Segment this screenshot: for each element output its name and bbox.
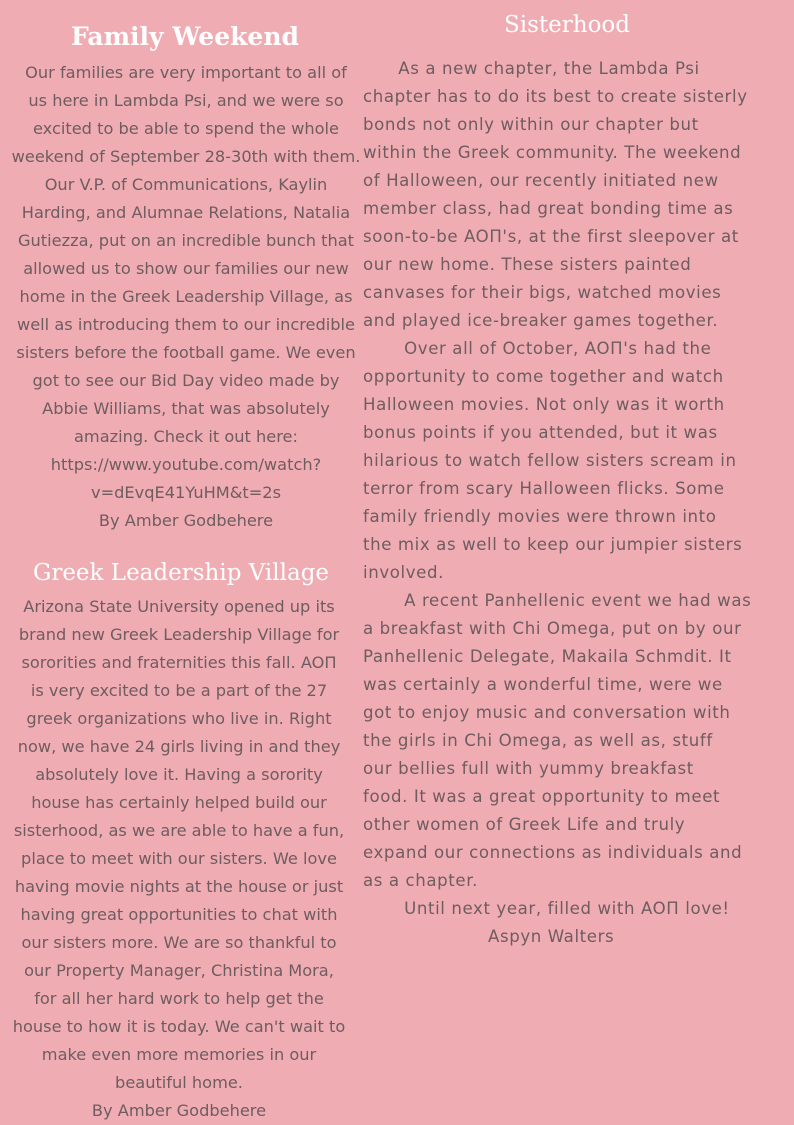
article-line: involved. bbox=[363, 563, 444, 582]
article-line: our new home. These sisters painted bbox=[363, 255, 692, 274]
article-line: home in the Greek Leadership Village, as bbox=[19, 287, 353, 306]
article-line: other women of Greek Life and truly bbox=[363, 815, 686, 834]
article-line: excited to be able to spend the whole bbox=[33, 119, 339, 138]
sisterhood-article bbox=[363, 55, 793, 951]
article-line: weekend of September 28-30th with them. bbox=[11, 147, 361, 166]
article-line: well as introducing them to our incredible bbox=[16, 315, 356, 334]
sisterhood-heading: Sisterhood bbox=[504, 12, 630, 38]
article-byline: By Amber Godbehere bbox=[98, 511, 274, 530]
article-line: our bellies full with yummy breakfast bbox=[363, 759, 694, 778]
article-line: as a chapter. bbox=[363, 871, 478, 890]
article-line: within the Greek community. The weekend bbox=[363, 143, 742, 162]
article-line: our sisters more. We are so thankful to bbox=[21, 933, 337, 952]
video-link-line[interactable]: https://www.youtube.com/watch? bbox=[50, 455, 322, 474]
article-line: for all her hard work to help get the bbox=[34, 989, 324, 1008]
article-line: Gutiezza, put on an incredible bunch that bbox=[17, 231, 354, 250]
article-line: the girls in Chi Omega, as well as, stuff bbox=[363, 731, 713, 750]
article-line: brand new Greek Leadership Village for bbox=[18, 625, 340, 644]
article-line: canvases for their bigs, watched movies bbox=[363, 283, 722, 302]
article-line: opportunity to come together and watch bbox=[363, 367, 724, 386]
article-line: our Property Manager, Christina Mora, bbox=[24, 961, 334, 980]
article-line: sisterhood, as we are able to have a fun, bbox=[13, 821, 345, 840]
article-line: now, we have 24 girls living in and they bbox=[17, 737, 341, 756]
article-line: having movie nights at the house or just bbox=[14, 877, 344, 896]
article-line: sisters before the football game. We even bbox=[16, 343, 356, 362]
article-signature: Aspyn Walters bbox=[488, 927, 615, 946]
article-line: and played ice-breaker games together. bbox=[363, 311, 719, 330]
article-line: is very excited to be a part of the 27 bbox=[30, 681, 328, 700]
article-line: amazing. Check it out here: bbox=[74, 427, 298, 446]
article-line: bonds not only within our chapter but bbox=[363, 115, 699, 134]
article-line: got to see our Bid Day video made by bbox=[32, 371, 340, 390]
family-weekend-article bbox=[8, 59, 364, 535]
article-line: make even more memories in our bbox=[41, 1045, 317, 1064]
article-line: Abbie Williams, that was absolutely bbox=[42, 399, 330, 418]
greek-village-article bbox=[6, 593, 352, 1125]
article-line: A recent Panhellenic event we had was bbox=[363, 591, 752, 610]
article-line: house has certainly helped build our bbox=[31, 793, 327, 812]
article-line: Halloween movies. Not only was it worth bbox=[363, 395, 725, 414]
article-line: place to meet with our sisters. We love bbox=[21, 849, 337, 868]
greek-village-heading: Greek Leadership Village bbox=[32, 560, 330, 586]
article-line: As a new chapter, the Lambda Psi bbox=[363, 59, 700, 78]
article-line: food. It was a great opportunity to meet bbox=[363, 787, 721, 806]
article-line: beautiful home. bbox=[115, 1073, 243, 1092]
article-line: Harding, and Alumnae Relations, Natalia bbox=[21, 203, 351, 222]
article-line: Arizona State University opened up its bbox=[23, 597, 335, 616]
article-line: got to enjoy music and conversation with bbox=[363, 703, 731, 722]
family-weekend-heading: Family Weekend bbox=[71, 22, 299, 51]
article-line: soon-to-be AOΠ's, at the first sleepover at bbox=[363, 227, 739, 246]
article-line: sororities and fraternities this fall. AOΠ bbox=[21, 653, 337, 672]
article-line: Our families are very important to all of bbox=[25, 63, 347, 82]
article-line: bonus points if you attended, but it was bbox=[363, 423, 718, 442]
article-line: Until next year, filled with AOΠ love! bbox=[363, 899, 730, 918]
article-line: was certainly a wonderful time, were we bbox=[363, 675, 723, 694]
article-line: allowed us to show our families our new bbox=[23, 259, 349, 278]
article-line: greek organizations who live in. Right bbox=[26, 709, 332, 728]
article-line: a breakfast with Chi Omega, put on by our bbox=[363, 619, 742, 638]
article-line: us here in Lambda Psi, and we were so bbox=[28, 91, 344, 110]
article-line: absolutely love it. Having a sorority bbox=[35, 765, 323, 784]
article-line: the mix as well to keep our jumpier sisters bbox=[363, 535, 743, 554]
article-line: family friendly movies were thrown into bbox=[363, 507, 717, 526]
article-line: chapter has to do its best to create sisterly bbox=[363, 87, 748, 106]
article-line: hilarious to watch fellow sisters scream in bbox=[363, 451, 737, 470]
article-line: member class, had great bonding time as bbox=[363, 199, 734, 218]
article-byline: By Amber Godbehere bbox=[91, 1101, 267, 1120]
article-line: of Halloween, our recently initiated new bbox=[363, 171, 719, 190]
article-line: Panhellenic Delegate, Makaila Schmdit. It bbox=[363, 647, 732, 666]
video-link-line[interactable]: v=dEvqE41YuHM&t=2s bbox=[90, 483, 282, 502]
article-line: having great opportunities to chat with bbox=[20, 905, 338, 924]
article-line: house to how it is today. We can't wait to bbox=[12, 1017, 346, 1036]
article-line: terror from scary Halloween flicks. Some bbox=[363, 479, 725, 498]
article-line: Over all of October, AOΠ's had the bbox=[363, 339, 712, 358]
article-line: Our V.P. of Communications, Kaylin bbox=[44, 175, 328, 194]
article-line: expand our connections as individuals and bbox=[363, 843, 743, 862]
